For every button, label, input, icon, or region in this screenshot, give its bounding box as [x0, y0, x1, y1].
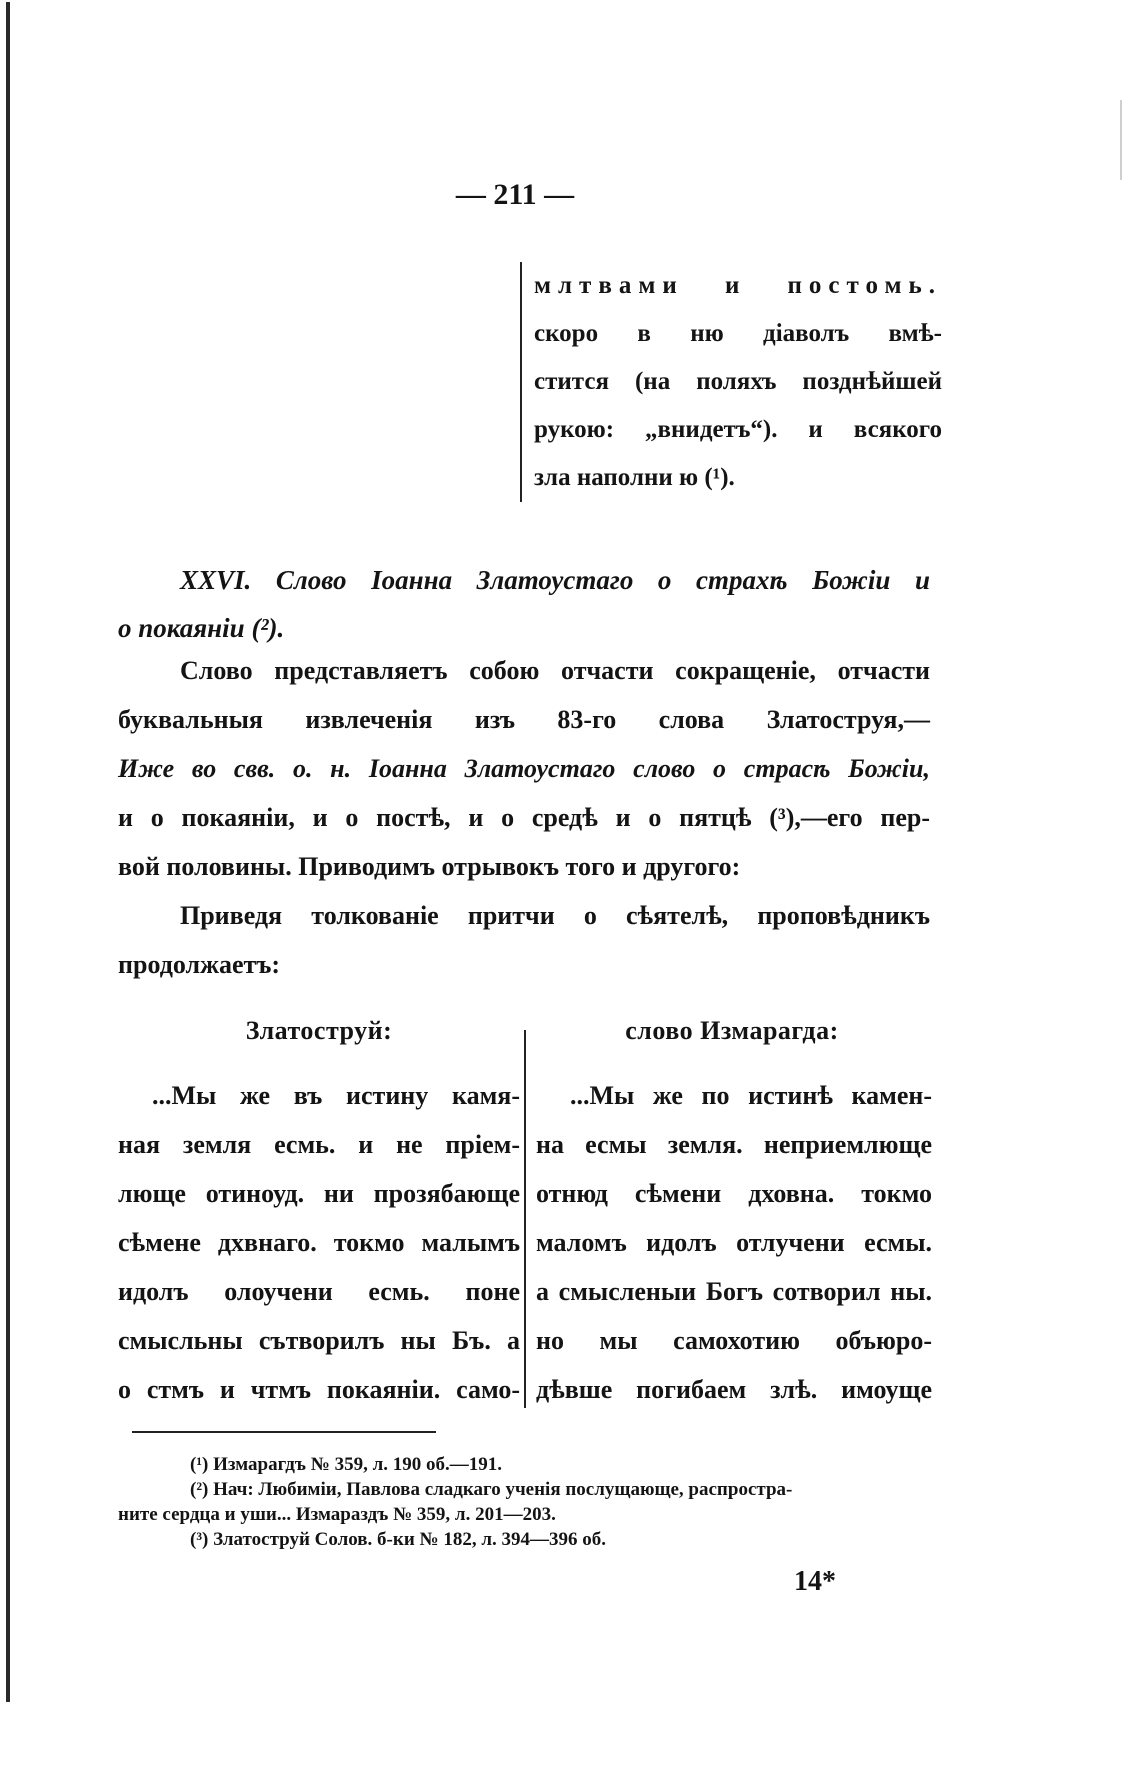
page-number-header: — 211 — [455, 178, 575, 211]
body-line-2: буквальныя извлеченія изъ 83-го слова Златоструя,— [118, 705, 930, 734]
right-column-heading: слово Измарагда: [625, 1016, 839, 1045]
body-line-5: вой половины. Приводимъ отрывокъ того и другого: [118, 852, 741, 881]
right-margin-mark [1120, 100, 1122, 180]
top-line-3: стится (на поляхъ позднѣйшей [534, 368, 942, 395]
section-title-line-1: XXVI. Слово Іоанна Златоустаго о страхѣ Божіи и [180, 565, 930, 595]
left-margin-rule [6, 2, 10, 1702]
right-column-text [536, 1071, 932, 1414]
body-line-6: Приведя толкованіе притчи о сѣятелѣ, проповѣдникъ [180, 901, 930, 930]
top-line-4: рукою: „внидетъ“). и всякого [534, 416, 942, 443]
left-column-heading: Златоструй: [245, 1016, 393, 1045]
footnote-1: (¹) Измарагдъ № 359, л. 190 об.—191. [190, 1454, 502, 1475]
top-line-2: скоро в ню діаволъ вмѣ- [534, 320, 942, 347]
right-line-3: отнюд сѣмени дховна. токмо [536, 1179, 932, 1208]
left-column-text [118, 1071, 520, 1414]
left-line-7: о стмъ и чтмъ покаяніи. само- [118, 1375, 520, 1404]
signature-mark: 14* [794, 1566, 836, 1597]
right-line-7: дѣвше погибаем злѣ. имоуще [536, 1375, 932, 1404]
footnotes [118, 1452, 938, 1552]
right-line-4: маломъ идолъ отлучени есмы. [536, 1228, 932, 1257]
top-line-1: млтвами и постомь. [534, 272, 942, 299]
column-divider [524, 1030, 526, 1408]
body-line-4: и о покаяніи, и о постѣ, и о средѣ и о пятцѣ (³),—его пер- [118, 803, 930, 832]
continued-column-block [520, 262, 942, 502]
left-line-2: ная земля есмь. и не пріем- [118, 1130, 520, 1159]
right-line-1: ...Мы же по истинѣ камен- [570, 1081, 932, 1110]
body-line-7: продолжаетъ: [118, 950, 281, 979]
footnote-2-cont: ните сердца и уши... Измараздъ № 359, л. 201—203. [118, 1504, 556, 1525]
right-line-2: на есмы земля. неприемлюще [536, 1130, 932, 1159]
left-line-5: идолъ олоучени есмь. поне [118, 1277, 520, 1306]
left-line-4: сѣмене дхвнаго. токмо малымъ [118, 1228, 520, 1257]
left-line-1: ...Мы же въ истину камя- [152, 1081, 520, 1110]
right-line-5: а смысленыи Богъ сотворил ны. [536, 1277, 932, 1306]
footnote-rule [132, 1431, 436, 1433]
footnote-2: (²) Нач: Любиміи, Павлова сладкаго ученія послущающе, распростра- [190, 1479, 793, 1500]
top-line-5: зла наполни ю (¹). [534, 464, 735, 491]
footnote-3: (³) Златоструй Солов. б-ки № 182, л. 394—396 об. [190, 1529, 607, 1550]
body-line-1: Слово представляетъ собою отчасти сокращеніе, отчасти [180, 656, 930, 685]
left-line-6: смысльны сътворилъ ны Бъ. а [118, 1326, 520, 1355]
section-title [118, 556, 930, 652]
right-line-6: но мы самохотию объюро- [536, 1326, 932, 1355]
body-line-3: Иже во свв. о. н. Іоанна Златоустаго слово о страсѣ Божіи, [118, 754, 930, 783]
left-line-3: люще отиноуд. ни прозябающе [118, 1179, 520, 1208]
section-title-line-2: о покаяніи (²). [118, 613, 285, 643]
body-paragraphs [118, 646, 930, 989]
